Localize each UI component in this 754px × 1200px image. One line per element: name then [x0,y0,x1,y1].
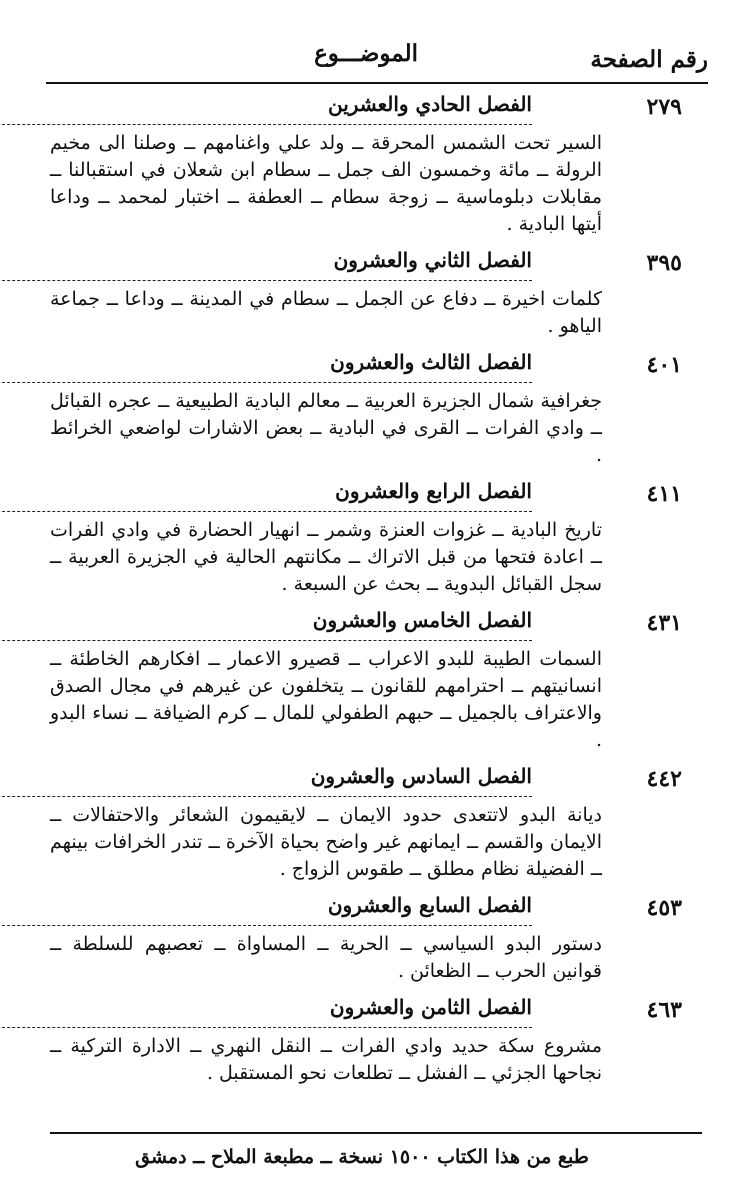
chapter-entry [46,760,702,889]
chapter-underline [0,124,532,126]
chapter-page-number: ٢٧٩ [646,94,682,120]
chapter-underline [0,280,532,282]
chapter-title: الفصل الثاني والعشرون [333,248,532,272]
chapter-page-number: ٤٣١ [646,610,682,636]
chapter-entry [46,244,702,346]
chapter-heading [46,475,702,513]
chapter-title: الفصل السابع والعشرون [327,893,532,917]
chapter-entry [46,889,702,991]
chapter-title: الفصل الثالث والعشرون [330,350,532,374]
chapter-heading [46,991,702,1029]
table-of-contents [46,88,702,1093]
chapter-title: الفصل الخامس والعشرون [312,608,532,632]
chapter-description: تاريخ البادية ــ غزوات العنزة وشمر ــ انهيار الحضارة في وادي الفرات ــ اعادة فتحها من قبل الاتراك ــ مكانتهم الحالية في الجزيرة العربية ــ سجل القبائل البدوية ــ بحث عن السبعة . [50,519,602,595]
chapter-description: كلمات اخيرة ــ دفاع عن الجمل ــ سطام في المدينة ــ وداعا ــ جماعة الياهو . [50,288,602,337]
chapter-underline [0,925,532,927]
chapter-description: مشروع سكة حديد وادي الفرات ــ النقل النهري ــ الادارة التركية ــ نجاحها الجزئي ــ الفشل ــ تطلعات نحو المستقبل . [50,1035,602,1084]
chapter-entry [46,991,702,1093]
chapter-underline [0,796,532,798]
toc-header [46,38,708,88]
chapter-description: ديانة البدو لاتتعدى حدود الايمان ــ لايقيمون الشعائر والاحتفالات ــ الايمان والقسم ــ ايمانهم غير واضح بحياة الآخرة ــ تندر الخرافات بينهم ــ الفضيلة نظام مطلق ــ طقوس الزواج . [50,804,602,880]
chapter-heading [46,760,702,798]
chapter-title: الفصل الحادي والعشرين [327,92,532,116]
chapter-heading [46,604,702,642]
chapter-description: السمات الطيبة للبدو الاعراب ــ قصيرو الاعمار ــ افكارهم الخاطئة ــ انسانيتهم ــ احترامهم للقانون ــ يتخلفون عن غيرهم في مجال الصدق والاعتراف بالجميل ــ حبهم الطفولي للمال ــ كرم الضيافة ــ نساء البدو . [50,648,602,751]
chapter-page-number: ٤١١ [646,481,682,507]
header-rule [46,82,708,84]
chapter-heading [46,889,702,927]
chapter-description: جغرافية شمال الجزيرة العربية ــ معالم البادية الطبيعية ــ عجره القبائل ــ وادي الفرات ــ القرى في البادية ــ بعض الاشارات لواضعي الخرائط . [50,390,602,466]
chapter-heading [46,244,702,282]
chapter-description: دستور البدو السياسي ــ الحرية ــ المساواة ــ تعصبهم للسلطة ــ قوانين الحرب ــ الظعائن . [50,933,602,982]
chapter-title: الفصل الرابع والعشرون [335,479,532,503]
chapter-entry [46,475,702,604]
chapter-heading [46,346,702,384]
chapter-underline [0,1027,532,1029]
footer-rule [50,1132,702,1134]
chapter-heading [46,88,702,126]
colophon: طبع من هذا الكتاب ١٥٠٠ نسخة ــ مطبعة الملاح ــ دمشق [135,1146,589,1168]
chapter-entry [46,346,702,475]
topic-column-heading: الموضـــوع [314,40,418,67]
chapter-description: السير تحت الشمس المحرقة ــ ولد علي واغنامهم ــ وصلنا الى مخيم الرولة ــ مائة وخمسون الف جمل ــ سطام ابن شعلان في استقبالنا ــ مقابلات دبلوماسية ــ زوجة سطام ــ العطفة ــ اختبار لمحمد ــ وداعا أيتها البادية . [50,132,602,235]
page-number-column-heading: رقم الصفحة [590,46,708,73]
chapter-title: الفصل الثامن والعشرون [329,995,532,1019]
chapter-underline [0,640,532,642]
chapter-page-number: ٤٥٣ [646,895,682,921]
chapter-page-number: ٣٩٥ [646,250,682,276]
chapter-entry [46,88,702,244]
chapter-underline [0,382,532,384]
chapter-title: الفصل السادس والعشرون [310,764,532,788]
chapter-underline [0,511,532,513]
chapter-page-number: ٤٤٢ [646,766,682,792]
chapter-page-number: ٤٦٣ [646,997,682,1023]
chapter-page-number: ٤٠١ [646,352,682,378]
chapter-entry [46,604,702,760]
